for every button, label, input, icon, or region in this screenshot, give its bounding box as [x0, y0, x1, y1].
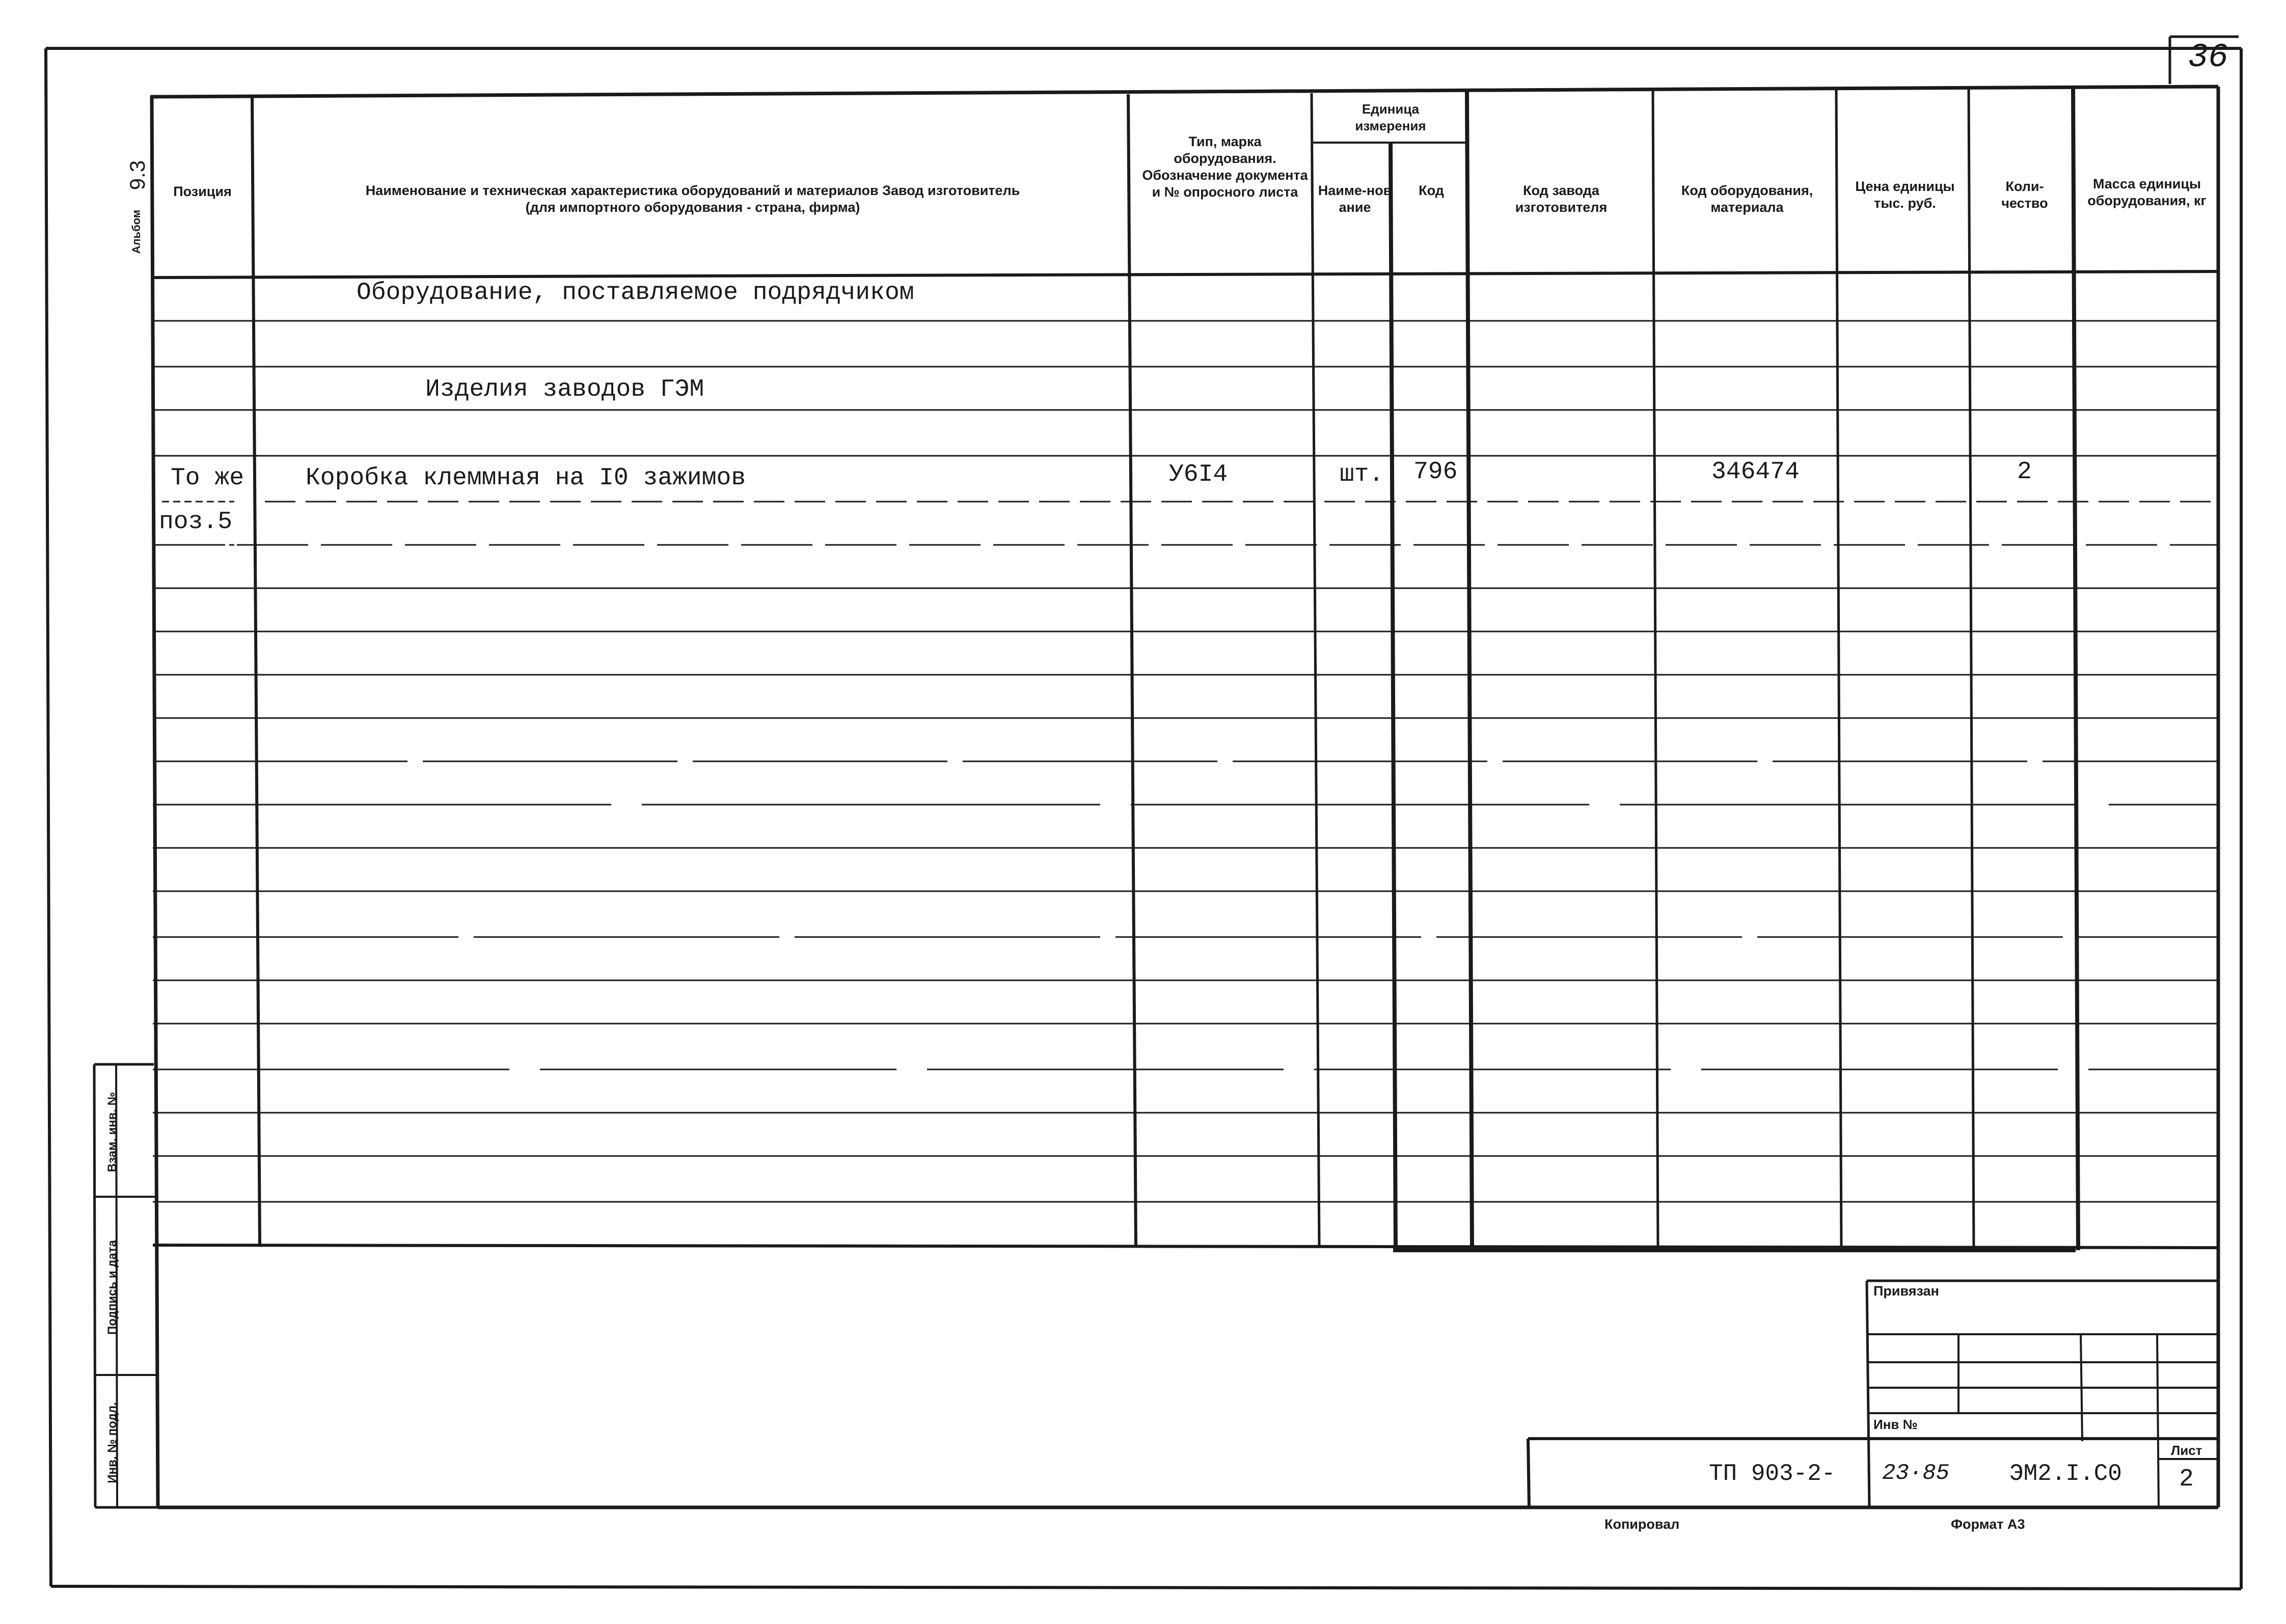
title-inv-no: Инв №	[1873, 1417, 1918, 1432]
title-doc-code: ТП 903-2-	[1709, 1461, 1836, 1487]
section-title: Оборудование, поставляемое подрядчиком	[357, 279, 914, 307]
album-number: 9.3	[125, 160, 149, 190]
title-sheet-label: Лист	[2171, 1443, 2202, 1458]
title-sheet-code: ЭМ2.I.С0	[2009, 1461, 2122, 1487]
item-type: У6I4	[1169, 461, 1228, 488]
title-privyazan: Привязан	[1873, 1283, 1939, 1299]
header-name: Наименование и техническая характеристика оборудований и материалов Завод изготовитель (для импортного оборудования - страна, фирма)	[365, 183, 1020, 215]
subsection-title: Изделия заводов ГЭМ	[425, 376, 704, 403]
stamp-signature-date: Подпись и дата	[105, 1240, 119, 1335]
album-label: Альбом	[130, 209, 143, 254]
page-number: 36	[2188, 38, 2228, 76]
item-position-line1: То же	[171, 464, 244, 492]
title-sheet-number: 2	[2179, 1466, 2194, 1493]
header-type: Тип, марка оборудования. Обозначение документа и № опросного листа	[1142, 134, 1308, 200]
header-price: Цена единицы тыс. руб.	[1855, 179, 1955, 211]
header-unit-name: Наиме-нование	[1318, 183, 1392, 215]
item-unit-code: 796	[1413, 458, 1458, 486]
title-doc-code-hand: 23·85	[1882, 1461, 1950, 1486]
header-equipment-code: Код оборудования, материала	[1681, 183, 1813, 215]
footer-format: Формат А3	[1951, 1517, 2025, 1532]
item-quantity: 2	[2017, 458, 2032, 486]
item-name: Коробка клеммная на I0 зажимов	[306, 464, 746, 492]
header-mass: Масса единицы оборудования, кг	[2087, 176, 2207, 208]
item-equipment-code: 346474	[1711, 458, 1800, 486]
item-unit-name: шт.	[1340, 461, 1384, 488]
stamp-vzam-inv: Взам. инв. №	[105, 1092, 119, 1172]
header-position: Позиция	[173, 184, 232, 199]
header-unit-code: Код	[1419, 183, 1444, 198]
header-factory-code: Код завода изготовителя	[1515, 183, 1608, 215]
header-quantity: Коли-чество	[2001, 179, 2048, 211]
header-unit-group: Единица измерения	[1355, 101, 1426, 133]
footer-copied: Копировал	[1604, 1517, 1680, 1532]
item-position-line2: поз.5	[159, 508, 233, 536]
stamp-inv-podl: Инв. № подл.	[105, 1402, 119, 1483]
